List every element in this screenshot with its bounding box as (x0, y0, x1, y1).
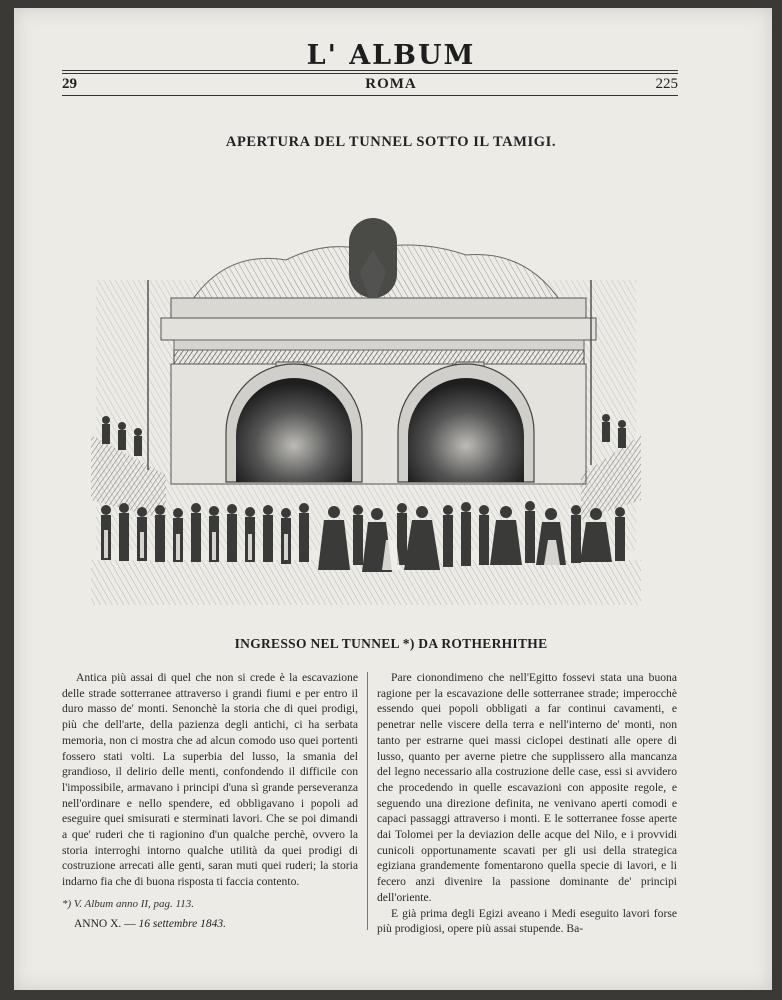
issue-date: 16 settembre 1843. (138, 918, 226, 930)
article-title: APERTURA DEL TUNNEL SOTTO IL TAMIGI. (225, 134, 557, 150)
masthead-rule-bottom (62, 95, 678, 96)
paragraph: Pare cionondimeno che nell'Egitto fossevi stata una buona ragione per la escavazione delle sotterranee strade; imperocchè essendo quei popoli obbligati a far continui cavamenti, e penetrar nelle viscere della terra e nell'interno de' monti, non tanto per estrarne quei massi ciclopei destinati alle opere di lusso, quanto per averne pietre che supplissero alla mancanza del legno necessario alla costruzione delle case, essi si avvidero che procedendo in quelle escavazioni con apposite regole, e seguendo una direzione definita, ne venivano aperti comodi e capaci passaggi attraverso i monti. E le sotterranee fosse aperte dai Tolomei per la deviazion delle acque del Nilo, e i provvidi cunicoli opportunamente scavati per gli usi della strategica egiziana grandemente fomentarono quella specie di lavori, e li fecero anzi divenire la passione dominante de' principi dell'oriente. (377, 671, 677, 904)
masthead-title: L' ALBUM (306, 40, 476, 71)
text-column-left (62, 670, 358, 890)
text-column-right (377, 670, 677, 937)
tunnel-engraving (86, 210, 646, 620)
city-label: ROMA (365, 76, 417, 92)
paragraph: Antica più assai di quel che non si crede è la escavazione delle strade sotterranee attraverso i grandi fiumi e per entro il duro masso de' monti. Senonchè la storia che di quei prodigi, più che dell'arte, della pazienza degli antichi, ci ha serbata memoria, non ci mostra che ad alcun comodo uso quei portenti fossero stati volti. La superbia del lusso, la smania del grandioso, il delirio delle menti, confondendo il difficile con l'impossibile, armavano i principi d'una sì grande perseveranza nell'ordinare e nello spendere, ed obbligavano i popoli ad eseguire quei smisurati e sterminati lavori. Che se poi dimandi a que' ruderi che ti ragionino d'un qualche perchè, ovvero la storia interroghi intorno qualche utilità da quei prodigi di costruzione arrecati alle genti, saran muti quei ruderi; la storia indarno fia che di buona risposta ti faccia contento. (62, 671, 358, 889)
issue-year-label: ANNO X. — (74, 918, 136, 930)
paragraph: E già prima degli Egizi aveano i Medi eseguito lavori forse più prodigiosi, opere più assai stupende. Ba- (377, 906, 677, 936)
page-number: 225 (655, 76, 678, 92)
column-divider (367, 672, 368, 930)
illustration-caption: INGRESSO NEL TUNNEL *) DA ROTHERHITHE (234, 636, 548, 651)
issue-number: 29 (62, 76, 77, 92)
footnote: *) V. Album anno II, pag. 113. (62, 898, 194, 910)
masthead-rule-top (62, 70, 678, 71)
issue-date-line (74, 918, 226, 930)
masthead-rule-top-double (62, 73, 678, 74)
